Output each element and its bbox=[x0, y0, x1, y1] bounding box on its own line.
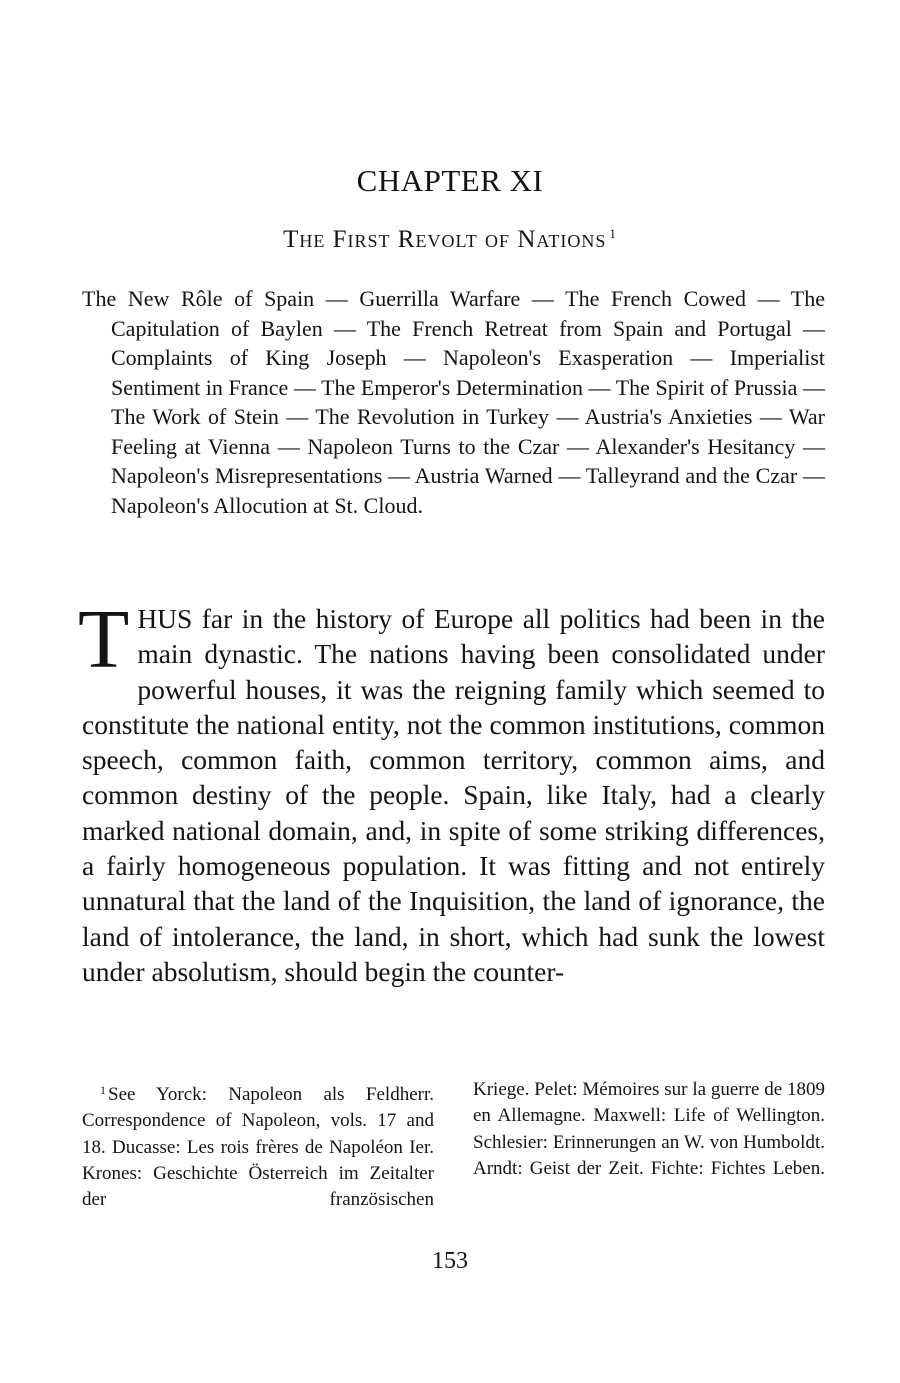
drop-cap: T bbox=[78, 593, 130, 686]
footnote-marker: 1 bbox=[100, 1083, 106, 1097]
chapter-heading: CHAPTER XI bbox=[356, 163, 544, 198]
footnote-left-column bbox=[82, 1077, 434, 1213]
footnote bbox=[82, 1077, 825, 1213]
footnote-right-column: Kriege. Pelet: Mémoires sur la guerre de 1809 en Allemagne. Maxwell: Life of Wellington. Schlesier: Erinnerungen an W. von Humboldt. Arndt: Geist der Zeit. Fichte: Fichtes Leben. bbox=[473, 1079, 825, 1179]
chapter-title bbox=[0, 226, 900, 254]
chapter-synopsis: The New Rôle of Spain — Guerrilla Warfare — The French Cowed — The Capitulation of Baylen — The French Retreat from Spain and Portugal — Complaints of King Joseph — Napoleon's Exasperation — Imperialist Sentiment in France — The Emperor's Determination — The Spirit of Prussia — The Work of Stein — The Revolution in Turkey — Austria's Anxieties — War Feeling at Vienna — Napoleon Turns to the Czar — Alexander's Hesitancy — Napoleon's Misrepresentations — Austria Warned — Talleyrand and the Czar — Napoleon's Allocution at St. Cloud. bbox=[82, 286, 825, 518]
body-paragraph-text: HUS far in the history of Europe all politics had been in the main dynastic. The nations having been consolidated under powerful houses, it was the reigning family which seemed to constitute the national entity, not the common institutions, common speech, common faith, common territory, common aims, and common destiny of the people. Spain, like Italy, had a clearly marked national domain, and, in spite of some striking differences, a fairly homogeneous population. It was fitting and not entirely unnatural that the land of the Inquisition, the land of ignorance, the land of intolerance, the land, in short, which had sunk the lowest under absolutism, should begin the counter- bbox=[82, 603, 825, 987]
chapter-title-text: The First Revolt of Nations bbox=[283, 226, 607, 253]
page-number: 153 bbox=[432, 1248, 468, 1274]
footnote-left-text: See Yorck: Napoleon als Feldherr. Correspondence of Napoleon, vols. 17 and 18. Ducasse: Les rois frères de Napoléon Ier. Krones: Geschichte Österreich im Zeitalter der französischen bbox=[82, 1084, 434, 1211]
footnote-reference: 1 bbox=[609, 226, 617, 241]
body-paragraph bbox=[78, 593, 825, 989]
